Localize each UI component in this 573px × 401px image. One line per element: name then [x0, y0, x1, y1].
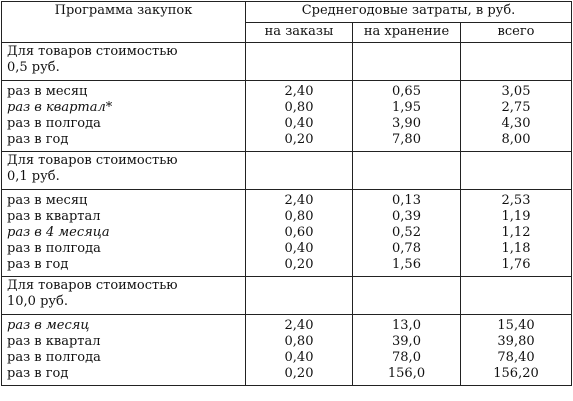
total-value: 78,40 [497, 350, 535, 365]
empty-cell [461, 277, 572, 315]
orders-value: 0,20 [284, 132, 314, 147]
total-column [461, 190, 572, 277]
storage-value: 0,52 [392, 225, 421, 240]
total-value: 156,20 [493, 366, 539, 381]
empty-cell [246, 152, 353, 190]
orders-value: 0,40 [284, 116, 314, 131]
storage-value: 156,0 [387, 366, 426, 381]
orders-value: 0,80 [284, 334, 314, 349]
storage-column [353, 190, 461, 277]
storage-value: 0,39 [392, 209, 421, 224]
group-label [2, 277, 246, 315]
header-program: Программа закупок [2, 2, 246, 43]
group-data-row [2, 190, 572, 277]
storage-column [353, 315, 461, 386]
group-label-line: Для товаров стоимостью [7, 153, 178, 168]
storage-value: 39,0 [392, 334, 421, 349]
storage-value: 7,80 [392, 132, 421, 147]
total-value: 1,12 [501, 225, 531, 240]
orders-value: 2,40 [284, 318, 314, 333]
total-value: 1,18 [501, 241, 531, 256]
frequency-label: раз в месяц [7, 84, 88, 99]
header-orders: на заказы [246, 23, 353, 43]
group-label [2, 43, 246, 81]
storage-value: 3,90 [392, 116, 421, 131]
group-label-line: 0,5 руб. [7, 60, 60, 75]
total-value: 8,00 [501, 132, 531, 147]
total-column [461, 315, 572, 386]
group-header-row [2, 277, 572, 315]
frequency-label: раз в год [7, 366, 69, 381]
orders-value: 0,20 [284, 366, 314, 381]
header-costs: Среднегодовые затраты, в руб. [246, 2, 572, 23]
storage-value: 1,95 [392, 100, 421, 115]
group-header-row [2, 152, 572, 190]
total-value: 1,19 [501, 209, 531, 224]
orders-value: 0,80 [284, 209, 314, 224]
group-header-row [2, 43, 572, 81]
storage-value: 0,13 [392, 193, 421, 208]
orders-value: 0,80 [284, 100, 314, 115]
group-label-line: 0,1 руб. [7, 169, 60, 184]
group-label-line: 10,0 руб. [7, 294, 69, 309]
storage-value: 78,0 [392, 350, 421, 365]
frequency-label: раз в квартал [7, 334, 101, 349]
group-label-line: Для товаров стоимостью [7, 44, 178, 59]
empty-cell [461, 152, 572, 190]
group-data-row [2, 81, 572, 152]
total-value: 15,40 [497, 318, 535, 333]
frequency-label: раз в полгода [7, 116, 101, 131]
total-value: 3,05 [501, 84, 531, 99]
storage-value: 0,78 [392, 241, 421, 256]
cost-table [1, 1, 572, 386]
total-value: 2,53 [501, 193, 531, 208]
frequency-label: раз в месяц [7, 318, 90, 333]
frequency-label: раз в квартал [7, 209, 101, 224]
storage-value: 1,56 [392, 257, 421, 272]
header-total: всего [461, 23, 572, 43]
frequency-column [2, 190, 246, 277]
total-column [461, 81, 572, 152]
orders-column [246, 315, 353, 386]
storage-value: 13,0 [392, 318, 421, 333]
orders-value: 0,60 [284, 225, 314, 240]
frequency-label: раз в полгода [7, 241, 101, 256]
frequency-label: раз в год [7, 132, 69, 147]
frequency-label: раз в 4 месяца [7, 225, 110, 240]
frequency-label: раз в квартал* [7, 100, 113, 115]
storage-column [353, 81, 461, 152]
frequency-column [2, 315, 246, 386]
total-value: 39,80 [497, 334, 535, 349]
header-storage: на хранение [353, 23, 461, 43]
empty-cell [461, 43, 572, 81]
orders-value: 2,40 [284, 193, 314, 208]
frequency-column [2, 81, 246, 152]
empty-cell [353, 277, 461, 315]
group-label [2, 152, 246, 190]
orders-column [246, 190, 353, 277]
group-label-line: Для товаров стоимостью [7, 278, 178, 293]
orders-value: 2,40 [284, 84, 314, 99]
empty-cell [353, 43, 461, 81]
orders-value: 0,40 [284, 350, 314, 365]
total-value: 1,76 [501, 257, 531, 272]
frequency-label: раз в полгода [7, 350, 101, 365]
group-data-row [2, 315, 572, 386]
orders-value: 0,40 [284, 241, 314, 256]
empty-cell [246, 43, 353, 81]
total-value: 4,30 [501, 116, 531, 131]
orders-value: 0,20 [284, 257, 314, 272]
frequency-label: раз в год [7, 257, 69, 272]
total-value: 2,75 [501, 100, 531, 115]
orders-column [246, 81, 353, 152]
storage-value: 0,65 [392, 84, 421, 99]
empty-cell [353, 152, 461, 190]
frequency-label: раз в месяц [7, 193, 88, 208]
empty-cell [246, 277, 353, 315]
